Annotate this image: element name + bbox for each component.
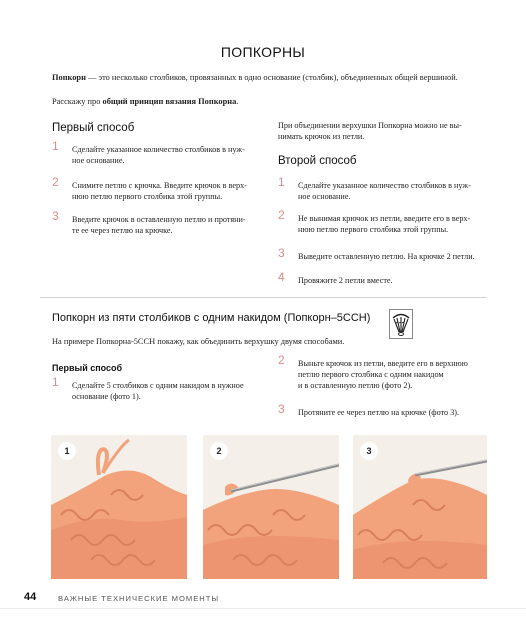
intro-lead: [52, 96, 492, 107]
step-number: 3: [278, 246, 285, 260]
photo-number-badge: 2: [210, 442, 228, 460]
step-number: 3: [278, 402, 285, 416]
intro-definition-text: — это несколько столбиков, провязанных в одно основание (столбик), объединенных общей вершиной.: [85, 73, 458, 82]
photo-2: [203, 435, 339, 579]
step-text: и в оставленную петлю (фото 2).: [298, 381, 413, 390]
step-number: 4: [278, 270, 285, 284]
step-text: Сделайте указанное количество столбиков в нуж-: [298, 181, 471, 190]
method1-step-2: [52, 175, 267, 204]
step-text: Введите крючок в оставленную петлю и протяни-: [72, 215, 246, 224]
step-text: Провяжите 2 петли вместе.: [298, 276, 393, 285]
method2-step-3: [278, 246, 493, 263]
section-divider: [40, 297, 487, 298]
popcorn-symbol-icon: [389, 309, 413, 339]
method1-step-1: [52, 139, 267, 168]
step-text: Сделайте 5 столбиков с одним накидом в нужное: [72, 381, 244, 390]
step-text: Выньте крючок из петли, введите его в верхнюю: [298, 359, 468, 368]
step-number: 1: [278, 175, 285, 189]
footer-section-label: ВАЖНЫЕ ТЕХНИЧЕСКИЕ МОМЕНТЫ: [58, 594, 220, 603]
step-text: Не вынимая крючок из петли, введите его в верх-: [298, 214, 471, 223]
step-text: Сделайте указанное количество столбиков в нуж-: [72, 145, 245, 154]
step-text: петлю первого столбика с одним накидом: [298, 370, 444, 379]
intro-definition: [52, 72, 492, 83]
step-number: 1: [52, 139, 59, 153]
photo-3: [353, 435, 487, 579]
section2-step-1: [52, 375, 267, 404]
method1-step-3: [52, 209, 267, 238]
method2-step-2: [278, 208, 493, 237]
step-text: ное основание.: [72, 156, 125, 165]
intro-lead-end: .: [236, 97, 239, 106]
intro-lead-text: Расскажу про: [52, 97, 103, 106]
method2-step-4: [278, 270, 493, 287]
step-text: нюю петлю первого столбика этой группы.: [72, 192, 223, 201]
section2-subheading: Первый способ: [52, 363, 123, 373]
note-line: нимать крючок из петли.: [278, 132, 365, 141]
method2-heading: Второй способ: [278, 155, 357, 167]
page-title: ПОПКОРНЫ: [220, 44, 306, 60]
section2-step-3: [278, 402, 498, 419]
step-text: Протяните ее через петлю на крючке (фото 3).: [298, 408, 460, 417]
note-line: При объединении верхушки Попкорна можно не вы-: [278, 121, 462, 130]
step-number: 2: [52, 175, 59, 189]
method2-step-1: [278, 175, 493, 204]
section2-step-2: [278, 353, 498, 394]
step-text: Выведите оставленную петлю. На крючке 2 петли.: [298, 252, 475, 261]
step-text: те ее через петлю на крючке.: [72, 226, 173, 235]
step-text: Снимите петлю с крючка. Введите крючок в верх-: [72, 181, 247, 190]
footer-rule: [0, 608, 526, 609]
photo-number-badge: 1: [58, 442, 76, 460]
note: [278, 120, 493, 142]
intro-term: Попкорн: [52, 73, 86, 82]
section2-heading: Попкорн из пяти столбиков с одним накидом (Попкорн–5СCH): [52, 312, 371, 324]
step-number: 3: [52, 209, 59, 223]
section2-intro: На примере Попкорна-5ССН покажу, как объединить верхушку двумя способами.: [52, 337, 345, 346]
step-number: 2: [278, 353, 285, 367]
step-text: ное основание.: [298, 192, 351, 201]
method1-heading: Первый способ: [52, 122, 135, 134]
step-number: 2: [278, 208, 285, 222]
photo-1: [51, 435, 187, 579]
step-text: основание (фото 1).: [72, 392, 141, 401]
photo-number-badge: 3: [360, 442, 378, 460]
page-number: 44: [24, 591, 37, 603]
step-text: нюю петлю первого столбика этой группы.: [298, 225, 449, 234]
intro-lead-bold: общий принцип вязания Попкорна: [102, 97, 237, 106]
step-number: 1: [52, 375, 59, 389]
